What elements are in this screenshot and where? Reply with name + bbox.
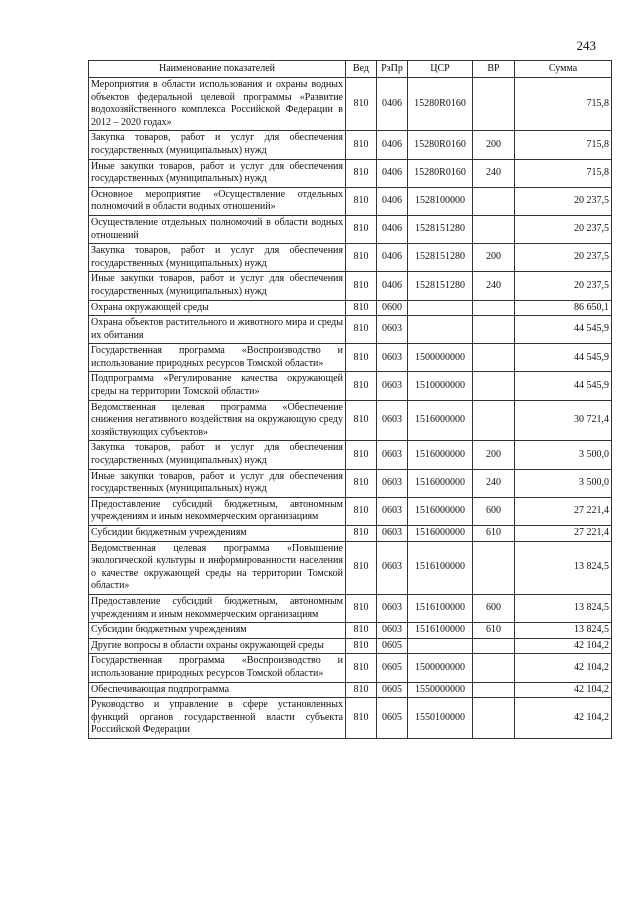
cell-sum: 3 500,0 — [515, 441, 612, 469]
cell-sum: 13 824,5 — [515, 594, 612, 622]
cell-csr: 1550000000 — [408, 682, 473, 698]
cell-sum: 20 237,5 — [515, 215, 612, 243]
page-number: 243 — [576, 38, 596, 53]
cell-name: Подпрограмма «Регулирование качества окружающей среды на территории Томской области» — [89, 372, 346, 400]
cell-ved: 810 — [346, 698, 377, 739]
cell-csr: 1500000000 — [408, 344, 473, 372]
header-vr: ВР — [473, 61, 515, 78]
cell-csr: 1528100000 — [408, 187, 473, 215]
cell-csr: 1550100000 — [408, 698, 473, 739]
cell-ved: 810 — [346, 244, 377, 272]
cell-sum: 27 221,4 — [515, 497, 612, 525]
cell-vr: 610 — [473, 526, 515, 542]
cell-vr: 600 — [473, 497, 515, 525]
cell-rzpr: 0603 — [377, 594, 408, 622]
cell-vr: 240 — [473, 272, 515, 300]
cell-sum: 20 237,5 — [515, 244, 612, 272]
table-row — [89, 638, 612, 654]
cell-ved: 810 — [346, 215, 377, 243]
table-row — [89, 682, 612, 698]
cell-vr — [473, 682, 515, 698]
cell-name: Охрана окружающей среды — [89, 300, 346, 316]
table-row — [89, 344, 612, 372]
cell-vr — [473, 400, 515, 441]
cell-name: Руководство и управление в сфере установленных функций органов государственной власти субъекта Российской Федерации — [89, 698, 346, 739]
cell-csr: 1516000000 — [408, 400, 473, 441]
cell-vr — [473, 300, 515, 316]
cell-ved: 810 — [346, 316, 377, 344]
cell-name: Обеспечивающая подпрограмма — [89, 682, 346, 698]
cell-name: Закупка товаров, работ и услуг для обеспечения государственных (муниципальных) нужд — [89, 131, 346, 159]
cell-name: Субсидии бюджетным учреждениям — [89, 526, 346, 542]
table-row — [89, 316, 612, 344]
table-row — [89, 654, 612, 682]
cell-name: Закупка товаров, работ и услуг для обеспечения государственных (муниципальных) нужд — [89, 441, 346, 469]
cell-csr: 1516100000 — [408, 541, 473, 594]
cell-rzpr: 0603 — [377, 316, 408, 344]
table-row — [89, 187, 612, 215]
cell-name: Основное мероприятие «Осуществление отдельных полномочий в области водных отношений» — [89, 187, 346, 215]
table-row — [89, 272, 612, 300]
cell-name: Субсидии бюджетным учреждениям — [89, 623, 346, 639]
cell-ved: 810 — [346, 541, 377, 594]
cell-csr: 1516000000 — [408, 497, 473, 525]
cell-name: Иные закупки товаров, работ и услуг для обеспечения государственных (муниципальных) нужд — [89, 272, 346, 300]
cell-ved: 810 — [346, 497, 377, 525]
table-row — [89, 594, 612, 622]
cell-sum: 42 104,2 — [515, 638, 612, 654]
cell-sum: 42 104,2 — [515, 654, 612, 682]
cell-ved: 810 — [346, 682, 377, 698]
table-row — [89, 215, 612, 243]
cell-ved: 810 — [346, 623, 377, 639]
cell-vr — [473, 344, 515, 372]
cell-ved: 810 — [346, 344, 377, 372]
cell-csr — [408, 300, 473, 316]
header-name: Наименование показателей — [89, 61, 346, 78]
cell-sum: 42 104,2 — [515, 682, 612, 698]
cell-sum: 715,8 — [515, 78, 612, 131]
cell-name: Предоставление субсидий бюджетным, автономным учреждениям и иным некоммерческим организациям — [89, 594, 346, 622]
header-ved: Вед — [346, 61, 377, 78]
cell-rzpr: 0603 — [377, 623, 408, 639]
table-header-row — [89, 61, 612, 78]
cell-ved: 810 — [346, 272, 377, 300]
cell-sum: 44 545,9 — [515, 372, 612, 400]
cell-vr: 240 — [473, 159, 515, 187]
table-row — [89, 159, 612, 187]
cell-sum: 86 650,1 — [515, 300, 612, 316]
cell-ved: 810 — [346, 654, 377, 682]
cell-sum: 20 237,5 — [515, 272, 612, 300]
cell-sum: 27 221,4 — [515, 526, 612, 542]
cell-rzpr: 0603 — [377, 469, 408, 497]
cell-vr — [473, 654, 515, 682]
table-row — [89, 300, 612, 316]
cell-vr — [473, 187, 515, 215]
cell-ved: 810 — [346, 469, 377, 497]
cell-csr: 1516000000 — [408, 441, 473, 469]
cell-name: Иные закупки товаров, работ и услуг для обеспечения государственных (муниципальных) нужд — [89, 159, 346, 187]
cell-csr: 1528151280 — [408, 272, 473, 300]
cell-rzpr: 0600 — [377, 300, 408, 316]
cell-vr: 200 — [473, 131, 515, 159]
cell-name: Иные закупки товаров, работ и услуг для обеспечения государственных (муниципальных) нужд — [89, 469, 346, 497]
cell-ved: 810 — [346, 594, 377, 622]
cell-csr: 1528151280 — [408, 215, 473, 243]
table-row — [89, 78, 612, 131]
cell-rzpr: 0603 — [377, 400, 408, 441]
cell-vr: 610 — [473, 623, 515, 639]
cell-sum: 30 721,4 — [515, 400, 612, 441]
table-row — [89, 698, 612, 739]
cell-vr — [473, 78, 515, 131]
cell-csr: 1516000000 — [408, 526, 473, 542]
table-row — [89, 131, 612, 159]
cell-name: Охрана объектов растительного и животного мира и среды их обитания — [89, 316, 346, 344]
header-sum: Сумма — [515, 61, 612, 78]
cell-vr — [473, 638, 515, 654]
table-row — [89, 244, 612, 272]
cell-ved: 810 — [346, 300, 377, 316]
cell-rzpr: 0406 — [377, 272, 408, 300]
cell-csr: 15280R0160 — [408, 159, 473, 187]
cell-vr — [473, 316, 515, 344]
cell-ved: 810 — [346, 638, 377, 654]
cell-ved: 810 — [346, 400, 377, 441]
cell-name: Закупка товаров, работ и услуг для обеспечения государственных (муниципальных) нужд — [89, 244, 346, 272]
cell-name: Предоставление субсидий бюджетным, автономным учреждениям и иным некоммерческим организациям — [89, 497, 346, 525]
table-row — [89, 400, 612, 441]
cell-sum: 715,8 — [515, 131, 612, 159]
cell-sum: 44 545,9 — [515, 316, 612, 344]
cell-name: Государственная программа «Воспроизводство и использование природных ресурсов Томской области» — [89, 654, 346, 682]
cell-vr — [473, 698, 515, 739]
cell-ved: 810 — [346, 131, 377, 159]
cell-rzpr: 0605 — [377, 654, 408, 682]
cell-rzpr: 0603 — [377, 344, 408, 372]
cell-rzpr: 0406 — [377, 187, 408, 215]
cell-csr: 1500000000 — [408, 654, 473, 682]
cell-ved: 810 — [346, 159, 377, 187]
cell-sum: 13 824,5 — [515, 623, 612, 639]
cell-rzpr: 0603 — [377, 441, 408, 469]
cell-csr: 15280R0160 — [408, 131, 473, 159]
cell-sum: 715,8 — [515, 159, 612, 187]
cell-name: Мероприятия в области использования и охраны водных объектов федеральной целевой программы «Развитие водохозяйственного комплекса Российской Федерации в 2012 – 2020 годах» — [89, 78, 346, 131]
cell-rzpr: 0406 — [377, 78, 408, 131]
cell-vr — [473, 215, 515, 243]
cell-csr: 1516100000 — [408, 594, 473, 622]
table-row — [89, 441, 612, 469]
cell-rzpr: 0603 — [377, 497, 408, 525]
cell-csr — [408, 316, 473, 344]
cell-rzpr: 0605 — [377, 638, 408, 654]
table-row — [89, 372, 612, 400]
cell-ved: 810 — [346, 441, 377, 469]
cell-csr: 1510000000 — [408, 372, 473, 400]
cell-csr: 1516000000 — [408, 469, 473, 497]
table-row — [89, 541, 612, 594]
cell-sum: 13 824,5 — [515, 541, 612, 594]
cell-vr: 240 — [473, 469, 515, 497]
cell-ved: 810 — [346, 372, 377, 400]
cell-vr: 200 — [473, 244, 515, 272]
cell-name: Государственная программа «Воспроизводство и использование природных ресурсов Томской области» — [89, 344, 346, 372]
cell-rzpr: 0603 — [377, 526, 408, 542]
cell-ved: 810 — [346, 78, 377, 131]
cell-rzpr: 0406 — [377, 159, 408, 187]
header-rzpr: РзПр — [377, 61, 408, 78]
table-row — [89, 497, 612, 525]
cell-csr: 15280R0160 — [408, 78, 473, 131]
cell-rzpr: 0603 — [377, 372, 408, 400]
table-body — [89, 78, 612, 739]
table-row — [89, 469, 612, 497]
cell-vr — [473, 541, 515, 594]
cell-vr — [473, 372, 515, 400]
table-row — [89, 526, 612, 542]
cell-ved: 810 — [346, 526, 377, 542]
cell-sum: 3 500,0 — [515, 469, 612, 497]
cell-rzpr: 0406 — [377, 244, 408, 272]
budget-table — [88, 60, 612, 739]
cell-rzpr: 0603 — [377, 541, 408, 594]
cell-rzpr: 0406 — [377, 131, 408, 159]
cell-name: Ведомственная целевая программа «Повышение экологической культуры и информированности населения о качестве окружающей среды на территории Томской области» — [89, 541, 346, 594]
cell-csr: 1528151280 — [408, 244, 473, 272]
cell-sum: 42 104,2 — [515, 698, 612, 739]
cell-rzpr: 0605 — [377, 682, 408, 698]
table-row — [89, 623, 612, 639]
cell-ved: 810 — [346, 187, 377, 215]
cell-sum: 44 545,9 — [515, 344, 612, 372]
cell-sum: 20 237,5 — [515, 187, 612, 215]
cell-name: Другие вопросы в области охраны окружающей среды — [89, 638, 346, 654]
cell-csr: 1516100000 — [408, 623, 473, 639]
cell-csr — [408, 638, 473, 654]
cell-rzpr: 0406 — [377, 215, 408, 243]
cell-vr: 200 — [473, 441, 515, 469]
cell-rzpr: 0605 — [377, 698, 408, 739]
cell-vr: 600 — [473, 594, 515, 622]
cell-name: Ведомственная целевая программа «Обеспечение снижения негативного воздействия на окружающую среду хозяйствующих субъектов» — [89, 400, 346, 441]
header-csr: ЦСР — [408, 61, 473, 78]
cell-name: Осуществление отдельных полномочий в области водных отношений — [89, 215, 346, 243]
